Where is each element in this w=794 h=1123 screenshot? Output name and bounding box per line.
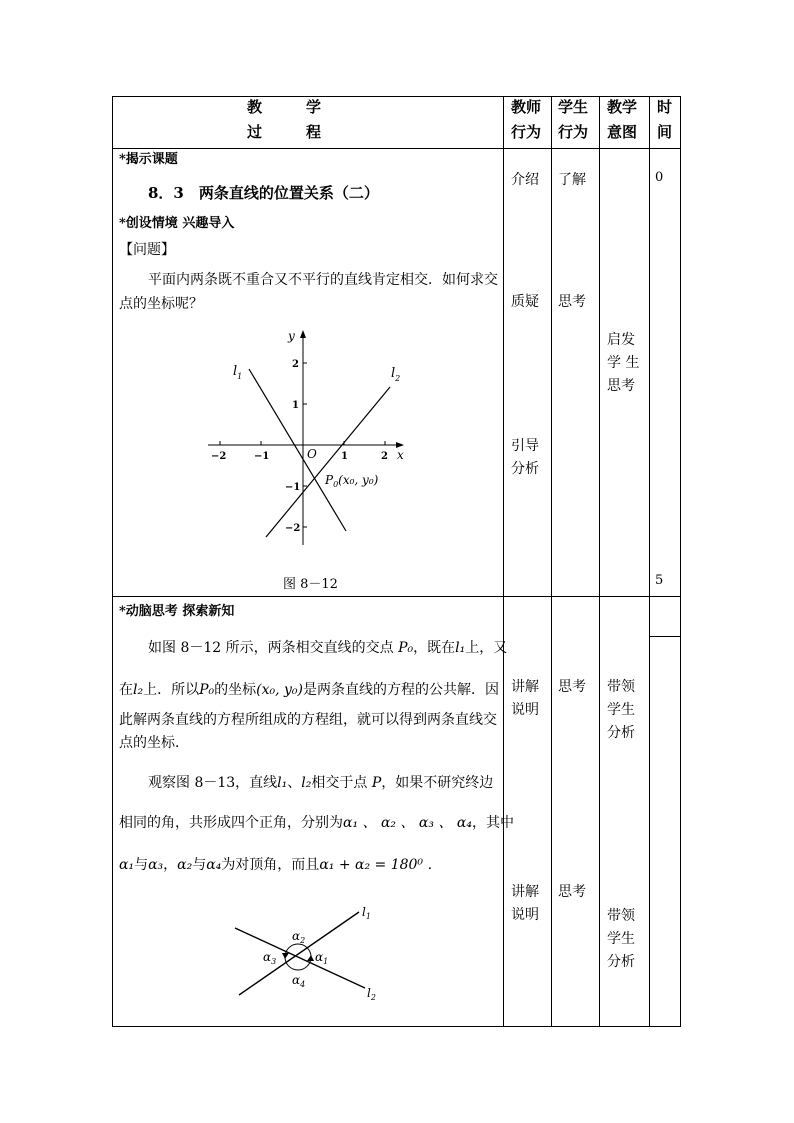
header-process-char: 学 xyxy=(306,98,322,116)
header-process-char: 程 xyxy=(306,123,322,141)
teaching-intent: 思考 xyxy=(607,378,635,394)
question-text: 平面内两条既不重合又不平行的直线肯定相交．如何求交 xyxy=(148,272,498,288)
time-value: 0 xyxy=(655,170,664,185)
teaching-intent: 带领 xyxy=(607,679,635,695)
x-tick-label: 2 xyxy=(381,451,388,462)
teaching-intent: 启发 xyxy=(607,332,635,348)
col-divider-intent xyxy=(599,96,600,1027)
angle-a2-label: $\alpha_2$ xyxy=(292,929,306,945)
teaching-intent: 带领 xyxy=(607,908,635,924)
teaching-intent: 学生 xyxy=(607,931,635,947)
teaching-intent: 分析 xyxy=(607,954,635,970)
teacher-action: 说明 xyxy=(511,907,539,923)
line-l2 xyxy=(266,387,390,537)
student-action: 了解 xyxy=(558,172,586,188)
paragraph-line: 观察图 8－13，直线l₁、l₂相交于点 P，如果不研究终边 xyxy=(148,775,494,791)
figure-8-13-angles xyxy=(225,900,390,1012)
y-tick-label: −1 xyxy=(285,482,301,493)
line-l2-label: $l_2$ xyxy=(367,986,376,1002)
col-divider-student xyxy=(551,96,552,1027)
arc-arrow-icon xyxy=(307,955,314,961)
y-axis-arrow-icon xyxy=(300,330,306,338)
header-teacher: 行为 xyxy=(511,123,542,141)
paragraph-line: α₁与α₃，α₂与α₄为对顶角，而且α₁ + α₂ = 180⁰ ． xyxy=(119,857,442,873)
y-tick-label: 2 xyxy=(292,359,299,370)
paragraph-line: 相同的角，共形成四个正角，分别为α₁ 、 α₂ 、 α₃ 、 α₄，其中 xyxy=(119,815,514,831)
paragraph-line: 此解两条直线的方程所组成的方程组，就可以得到两条直线交 xyxy=(119,712,497,728)
point-p0-label: $P_0(x_0$, y₀) xyxy=(325,473,379,489)
question-label: 【问题】 xyxy=(119,242,175,258)
angle-a1-label: $\alpha_1$ xyxy=(315,950,329,966)
teacher-action: 讲解 xyxy=(511,884,539,900)
origin-label: O xyxy=(307,447,317,461)
paragraph-line: 点的坐标． xyxy=(119,735,189,751)
section-tag: *揭示课题 xyxy=(119,152,178,167)
student-action: 思考 xyxy=(558,294,586,310)
teacher-action: 介绍 xyxy=(511,172,539,188)
x-axis-label: x xyxy=(397,448,404,462)
teaching-intent: 学生 xyxy=(607,702,635,718)
figure-8-12-graph xyxy=(200,325,415,550)
x-tick-label: 1 xyxy=(341,451,348,462)
table-border-left xyxy=(112,96,113,1027)
line-l1-label: $l_1$ xyxy=(233,364,243,381)
section-divider xyxy=(112,596,681,597)
teaching-intent: 学 生 xyxy=(607,355,640,371)
teaching-intent: 分析 xyxy=(607,725,635,741)
y-tick-label: 1 xyxy=(292,400,299,411)
line-l1-label: $l_1$ xyxy=(362,905,371,921)
header-time: 时 xyxy=(657,98,673,116)
lesson-title: 8．3 两条直线的位置关系（二） xyxy=(148,184,379,202)
header-divider xyxy=(112,148,681,149)
time-cell-divider xyxy=(649,636,681,637)
time-value: 5 xyxy=(655,573,664,588)
table-border-bottom xyxy=(112,1026,681,1027)
x-tick-label: −2 xyxy=(211,451,227,462)
header-intent: 教学 xyxy=(607,98,638,116)
header-intent: 意图 xyxy=(607,123,638,141)
angle-a3-label: $\alpha_3$ xyxy=(263,950,277,966)
line-l1 xyxy=(249,369,346,531)
header-teacher: 教师 xyxy=(511,98,542,116)
line-l2-label: $l_2$ xyxy=(391,366,401,383)
figure-caption: 图 8－12 xyxy=(283,577,338,592)
header-process-char: 教 xyxy=(247,98,263,116)
question-text: 点的坐标呢？ xyxy=(119,296,203,312)
paragraph-line: 如图 8－12 所示，两条相交直线的交点 P₀，既在l₁上，又 xyxy=(148,640,508,656)
teacher-action: 引导 xyxy=(511,438,539,454)
teacher-action: 质疑 xyxy=(511,294,539,310)
col-divider-time xyxy=(649,96,650,1027)
header-time: 间 xyxy=(657,123,673,141)
student-action: 思考 xyxy=(558,884,586,900)
header-process-char: 过 xyxy=(247,123,263,141)
y-axis-label: y xyxy=(288,329,295,343)
teacher-action: 分析 xyxy=(511,461,539,477)
y-tick-label: −2 xyxy=(285,523,301,534)
arc-arrow-icon xyxy=(282,953,289,959)
col-divider-teacher xyxy=(503,96,504,1027)
x-tick-label: −1 xyxy=(254,451,270,462)
section-subtag: *创设情境 兴趣导入 xyxy=(119,216,235,231)
header-student: 行为 xyxy=(558,123,589,141)
teacher-action: 说明 xyxy=(511,702,539,718)
table-border-right xyxy=(680,96,681,1027)
section-tag: *动脑思考 探索新知 xyxy=(119,604,235,619)
student-action: 思考 xyxy=(558,679,586,695)
table-border-top xyxy=(112,96,681,97)
teacher-action: 讲解 xyxy=(511,679,539,695)
header-student: 学生 xyxy=(558,98,589,116)
paragraph-line: 在l₂上．所以P₀的坐标(x₀, y₀)是两条直线的方程的公共解．因 xyxy=(119,682,499,698)
angle-a4-label: $\alpha_4$ xyxy=(292,973,306,989)
